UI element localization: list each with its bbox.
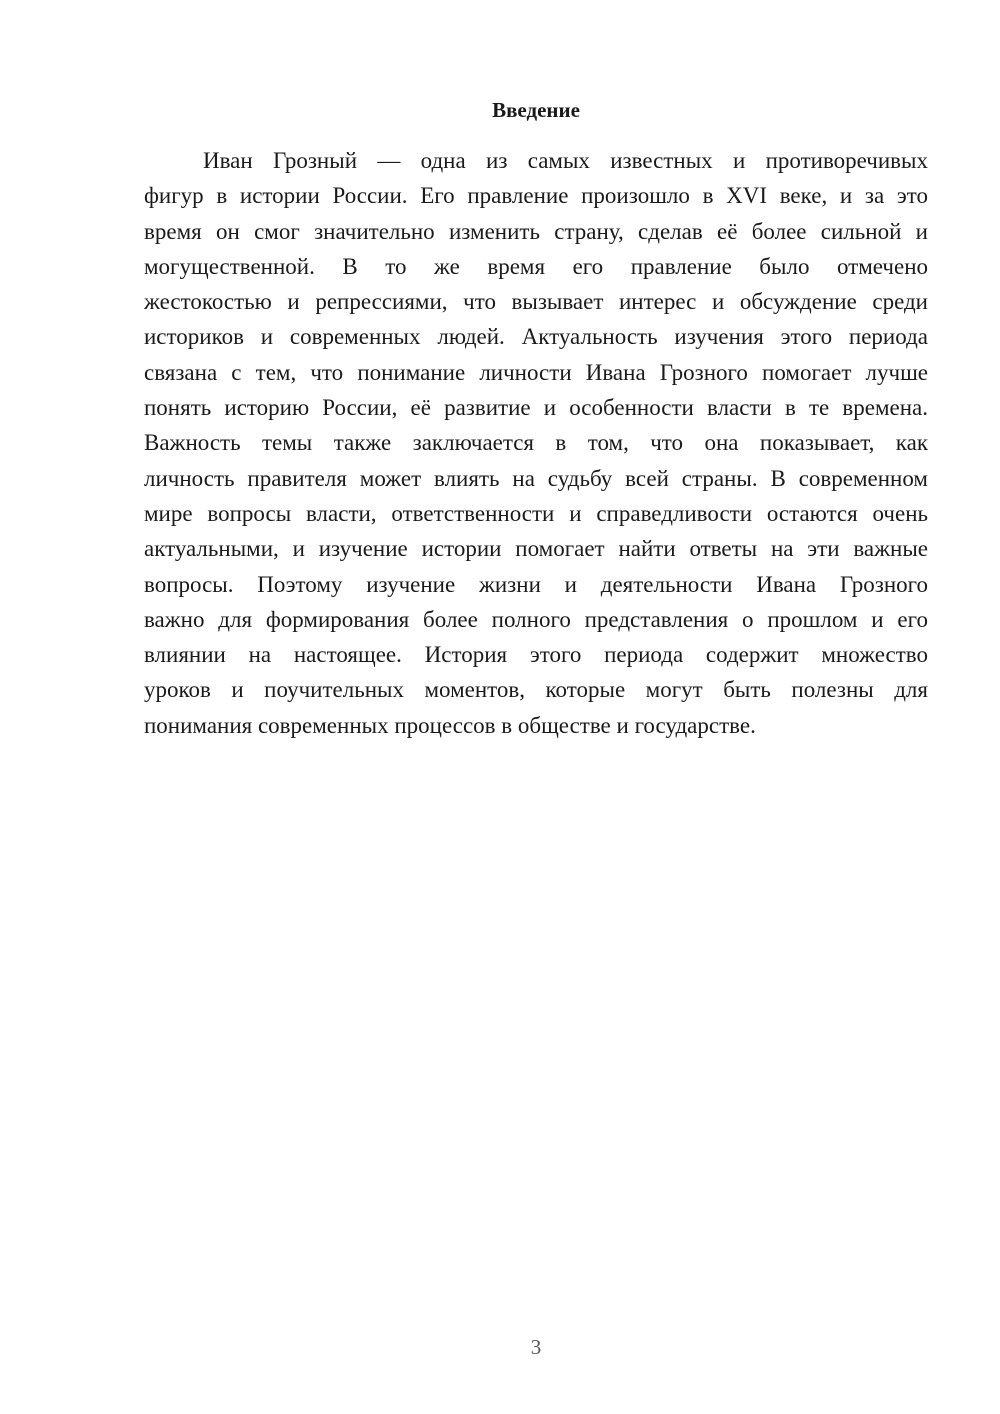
paragraph-line: время он смог значительно изменить страну, сделав её более сильной и (144, 218, 928, 244)
paragraph-line: фигур в истории России. Его правление произошло в XVI веке, и за это (144, 183, 928, 209)
paragraph-line: историков и современных людей. Актуальность изучения этого периода (144, 324, 928, 350)
section-heading: Введение (492, 98, 580, 122)
paragraph-line: важно для формирования более полного представления о прошлом и его (144, 606, 928, 632)
page-number: 3 (530, 1335, 542, 1359)
paragraph-line: понять историю России, её развитие и особенности власти в те времена. (144, 395, 928, 421)
paragraph-line: могущественной. В то же время его правление было отмечено (144, 253, 928, 279)
body-paragraph (144, 143, 928, 743)
paragraph-line: Важность темы также заключается в том, что она показывает, как (144, 430, 928, 456)
paragraph-line: понимания современных процессов в обществе и государстве. (144, 712, 756, 738)
paragraph-line: влиянии на настоящее. История этого периода содержит множество (144, 642, 928, 668)
paragraph-line: жестокостью и репрессиями, что вызывает интерес и обсуждение среди (144, 289, 928, 315)
paragraph-line: связана с тем, что понимание личности Ивана Грозного помогает лучше (144, 359, 928, 385)
paragraph-line: личность правителя может влиять на судьбу всей страны. В современном (144, 465, 928, 491)
paragraph-line: мире вопросы власти, ответственности и справедливости остаются очень (144, 500, 928, 526)
paragraph-line: вопросы. Поэтому изучение жизни и деятельности Ивана Грозного (144, 571, 928, 597)
paragraph-line: актуальными, и изучение истории помогает найти ответы на эти важные (144, 536, 928, 562)
paragraph-line: Иван Грозный — одна из самых известных и противоречивых (203, 148, 928, 173)
paragraph-line: уроков и поучительных моментов, которые могут быть полезны для (144, 677, 928, 703)
